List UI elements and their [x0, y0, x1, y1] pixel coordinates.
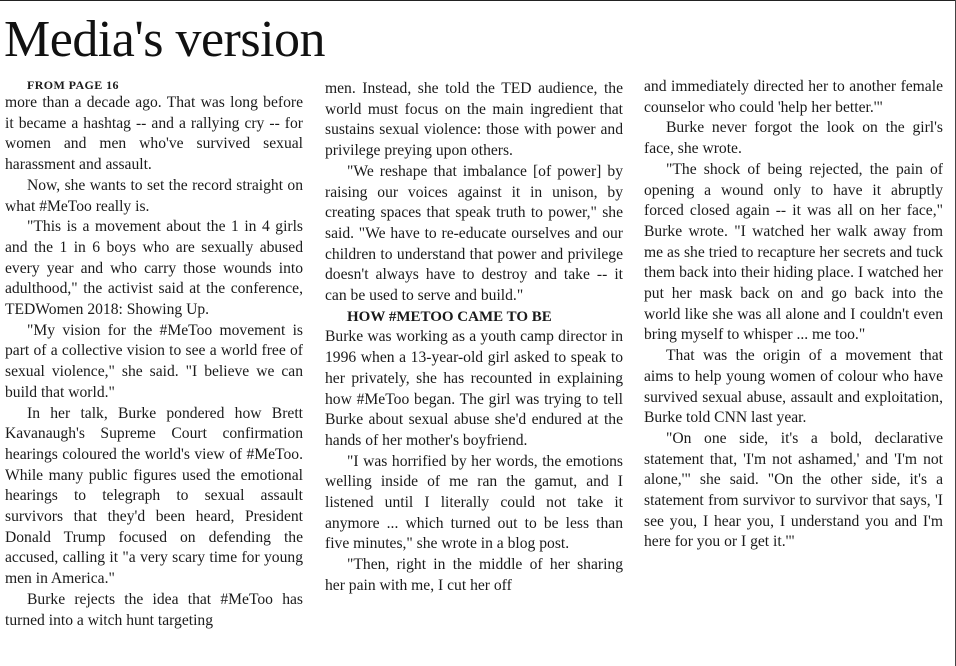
- paragraph: "We reshape that imbalance [of power] by raising our voices against it in unison, by creating spaces that speak truth to power," she said. "We have to re-educate ourselves and our children to understand that power and privilege doesn't always have to destroy and take -- it can be used to serve and build.": [325, 162, 623, 305]
- jump-line: FROM PAGE 16: [27, 78, 119, 92]
- paragraph: "Then, right in the middle of her sharing her pain with me, I cut her off: [325, 556, 623, 594]
- paragraph: and immediately directed her to another female counselor who could 'help her better.'": [644, 78, 943, 116]
- top-rule: [0, 0, 956, 1]
- paragraph: "The shock of being rejected, the pain of opening a wound only to have it abruptly forced closed again -- it was all on her face," Burke wrote. "I watched her walk away from me as she tried to recapture her secrets and tuck them back into their hiding place. I watched her put her mask back on and go back into the world like she was all alone and I couldn't even bring myself to whisper ... me too.": [644, 160, 943, 344]
- paragraph: more than a decade ago. That was long before it became a hashtag -- and a rallying cry -- for women and men who've survived sexual harassment and assault.: [5, 94, 303, 174]
- paragraph: Burke rejects the idea that #MeToo has turned into a witch hunt targeting: [5, 590, 303, 629]
- paragraph: Burke never forgot the look on the girl's face, she wrote.: [644, 119, 943, 158]
- paragraph: In her talk, Burke pondered how Brett Kavanaugh's Supreme Court confirmation hearings coloured the world's view of #MeToo. While many public figures used the emotional hearings to telegraph to sexual assault survivors that they'd been heard, President Donald Trump focused on defending the accused, calling it "a very scary time for young men in America.": [5, 404, 303, 588]
- paragraph: "My vision for the #MeToo movement is part of a collective vision to see a world free of sexual violence," she said. "I believe we can build that world.": [5, 321, 303, 401]
- paragraph: Now, she wants to set the record straight on what #MeToo really is.: [5, 176, 303, 215]
- paragraph: men. Instead, she told the TED audience, the world must focus on the main ingredient that sustains sexual violence: those with power and privilege preying upon others.: [325, 80, 623, 160]
- article-column-1: [5, 77, 303, 631]
- paragraph: Burke was working as a youth camp director in 1996 when a 13-year-old girl asked to speak to her privately, she has recounted in explaining how #MeToo began. The girl was trying to tell Burke about sexual abuse she'd endured at the hands of her mother's boyfriend.: [325, 328, 623, 449]
- article-column-2: [325, 79, 623, 597]
- article-column-3: [644, 77, 943, 553]
- paragraph: That was the origin of a movement that aims to help young women of colour who have survived sexual abuse, assault and exploitation, Burke told CNN last year.: [644, 347, 943, 427]
- paragraph: "This is a movement about the 1 in 4 girls and the 1 in 6 boys who are sexually abused every year and who carry those wounds into adulthood," the activist said at the conference, TEDWomen 2018: Showing Up.: [5, 218, 303, 319]
- section-subhead: HOW #METOO CAME TO BE: [347, 308, 552, 325]
- paragraph: "On one side, it's a bold, declarative statement that, 'I'm not ashamed,' and 'I'm not alone,'" she said. "On the other side, it's a statement from survivor to survivor that says, 'I see you, I hear you, I understand you and I'm here for you or I get it.'": [644, 429, 943, 551]
- headline: Media's version: [4, 11, 326, 68]
- paragraph: "I was horrified by her words, the emotions welling inside of me ran the gamut, and I listened until I literally could not take it anymore ... which turned out to be less than five minutes," she wrote in a blog post.: [325, 452, 623, 553]
